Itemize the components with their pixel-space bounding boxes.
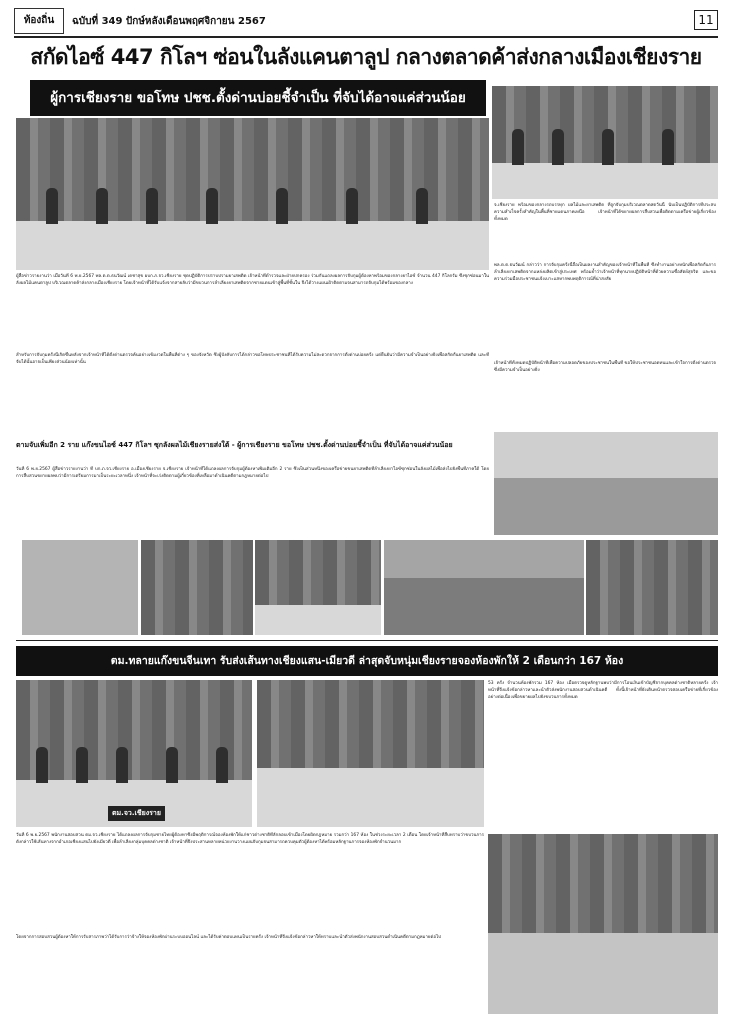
- story1-photo-infographic: [22, 540, 138, 635]
- story1-body-1: ผู้สื่อข่าวรายงานว่า เมื่อวันที่ 6 พ.ย.2567 พล.ต.ต.ธนวัฒน์ เดชาสุข ผบก.ภ.จว.เชียงราย ชุดปฏิบัติการปราบปรามยาเสพติด เจ้าหน้าที่ตำรวจและฝ่ายปกครอง ร่วมกันแถลงผลการจับกุมผู้ต้องหาพร้อมของกลางยาไอซ์ จำนวน 447 กิโลกรัม ซึ่งซุกซ่อนมาในลังผลไม้แคนตาลูป บริเวณตลาดค้าส่งกลางเมืองเชียงราย โดยเจ้าหน้าที่ได้รับแจ้งจากสายลับว่ามีขบวนการลำเลียงยาเสพติดจากชายแดนเข้าสู่พื้นที่ชั้นใน จึงได้วางแผนเฝ้าติดตามจนสามารถจับกุมได้พร้อมของกลาง: [16, 274, 489, 287]
- story1-photo-drugs: [494, 432, 718, 535]
- story2-photo-suspect: [488, 834, 718, 1014]
- issue-line: ฉบับที่ 349 ปักษ์หลังเดือนพฤศจิกายน 2567: [72, 16, 266, 27]
- story1-quote: เจ้าหน้าที่ทั้งหมดปฏิบัติหน้าที่เพื่อความปลอดภัยของประชาชนในพื้นที่ ขอให้ประชาชนอดทนและเข้าใจการตั้งด่านตรวจซึ่งมีความจำเป็นอย่างยิ่ง: [494, 361, 716, 374]
- story2-body-2: โดยจากการสอบสวนผู้ต้องหาให้การรับสารภาพว่าได้รับการว่าจ้างให้จองห้องพักผ่านระบบออนไลน์ และได้รับค่าตอบแทนเป็นรายครั้ง เจ้าหน้าที่จึงแจ้งข้อกล่าวหาให้ทราบและนำตัวส่งพนักงานสอบสวนดำเนินคดีตามกฎหมายต่อไป: [16, 935, 441, 940]
- story2-photo-interview: [257, 680, 484, 827]
- story1-body-3: วันที่ 6 พ.ย.2567 ผู้สื่อข่าวรายงานว่า ที่ บก.ภ.จว.เชียงราย อ.เมืองเชียงราย จ.เชียงราย เจ้าหน้าที่ได้แถลงผลการจับกุมผู้ต้องหาเพิ่มเติมอีก 2 ราย ซึ่งเป็นส่วนหนึ่งของเครือข่ายขนยาเสพติดที่ลำเลียงยาไอซ์ซุกซ่อนในลังผลไม้เพื่อส่งไปยังพื้นที่ภาคใต้ โดยการสืบสวนขยายผลพบว่ามีการเตรียมการมาเป็นระยะเวลาหนึ่ง เจ้าหน้าที่จะเร่งติดตามผู้เกี่ยวข้องที่เหลือมาดำเนินคดีตามกฎหมายต่อไป: [16, 467, 489, 480]
- section-divider: [16, 640, 718, 641]
- story1-photo-officers: [586, 540, 718, 635]
- story1-photo-right-top: [492, 86, 718, 199]
- story1-photo-goods: [384, 540, 584, 635]
- story1-subhead: ตามจับเพิ่มอีก 2 ราย แก๊งขนไอซ์ 447 กิโลฯ ซุกลังผลไม้เชียงรายส่งใต้ - ผู้การเชียงราย ขอโทษ ปชช.ตั้งด่านบ่อยชี้จำเป็น ที่จับได้อาจแค่ส่วนน้อย: [16, 441, 453, 449]
- main-headline: สกัดไอซ์ 447 กิโลฯ ซ่อนในลังแคนตาลูป กลางตลาดค้าส่งกลางเมืองเชียงราย: [30, 45, 702, 69]
- story2-body: วันที่ 6 พ.ย.2567 พนักงานสอบสวน ตม.จว.เชียงราย ได้แถลงผลการจับกุมชายไทยผู้ต้องหาซึ่งมีพฤติการณ์จองห้องพักให้แก่ชาวต่างชาติที่ลักลอบเข้าเมืองโดยผิดกฎหมาย รวมกว่า 167 ห้อง ในช่วงระยะเวลา 2 เดือน โดยเจ้าหน้าที่สืบทราบว่าขบวนการดังกล่าวใช้เส้นทางจากอำเภอเชียงแสนไปยังเมียวดี เพื่อลำเลียงกลุ่มบุคคลต่างชาติ เจ้าหน้าที่จึงประสานหลายหน่วยงานวางแผนจับกุมจนสามารถควบคุมตัวผู้ต้องหาได้พร้อมหลักฐานการจองห้องพักจำนวนมาก: [16, 833, 484, 846]
- story1-photo-suspects: [255, 540, 381, 635]
- story2-banner: ตม.ทลายแก๊งขนจีนเทา รับส่งเส้นทางเชียงแสน-เมียวดี ล่าสุดจับหนุ่มเชียงรายจองห้องพักให้ 2 เดือนกว่า 167 ห้อง: [16, 646, 718, 676]
- story2-photo-group: [16, 680, 252, 827]
- page-number: 11: [694, 10, 718, 30]
- story1-photo-arrest: [141, 540, 253, 635]
- page-header: [14, 6, 718, 38]
- story1-body-2: สำหรับการจับกุมครั้งนี้เกิดขึ้นหลังจากเจ้าหน้าที่ได้ตั้งด่านตรวจค้นอย่างเข้มงวดในพื้นที่ต่าง ๆ ของจังหวัด ซึ่งผู้บังคับการได้กล่าวขอโทษประชาชนที่ได้รับความไม่สะดวกจากการตั้งด่านบ่อยครั้ง แต่ยืนยันว่ามีความจำเป็นอย่างยิ่งเพื่อสกัดกั้นยาเสพติด และที่จับได้นั้นอาจเป็นเพียงส่วนน้อยเท่านั้น: [16, 353, 489, 366]
- story1-photo-main: [16, 118, 489, 270]
- story2-right-text: 53 ครั้ง จำนวนห้องพักรวม 167 ห้อง เมื่อตรวจดูหลักฐานพบว่ามีการโอนเงินเข้าบัญชีจากบุคคลต่างชาติหลายครั้ง เจ้าหน้าที่จึงแจ้งข้อกล่าวหาและนำตัวส่งพนักงานสอบสวนดำเนินคดี ทั้งนี้เจ้าหน้าที่ยังเดินหน้าตรวจสอบเครือข่ายที่เกี่ยวข้องอย่างต่อเนื่องเพื่อขยายผลไปยังขบวนการทั้งหมด: [488, 681, 718, 701]
- story1-side-text: จ.เชียงราย พร้อมของกลางรถบรรทุก ผลไม้และยาเสพติด ที่ถูกจับกุมบริเวณตลาดสดวันนี้ นับเป็นปฏิบัติการที่ประสบความสำเร็จครั้งสำคัญในพื้นที่ชายแดนภาคเหนือ เจ้าหน้าที่ได้ขยายผลการสืบสวนเพื่อติดตามเครือข่ายผู้เกี่ยวข้องทั้งหมด: [494, 203, 716, 223]
- newspaper-logo: ท้องถิ่น: [14, 8, 64, 34]
- story2-sign: ตม.จว.เชียงราย: [108, 806, 165, 821]
- story1-right-text: พล.ต.ต.ธนวัฒน์ กล่าวว่า การจับกุมครั้งนี้ถือเป็นผลงานสำคัญของเจ้าหน้าที่ในพื้นที่ ซึ่งทำงานอย่างหนักเพื่อสกัดกั้นการลำเลียงยาเสพติดจากแหล่งผลิตเข้าสู่ประเทศ พร้อมย้ำว่าเจ้าหน้าที่ทุกนายปฏิบัติหน้าที่ด้วยความซื่อสัตย์สุจริต และขอความร่วมมือประชาชนแจ้งเบาะแสหากพบพฤติการณ์ที่น่าสงสัย: [494, 263, 716, 283]
- story1-banner: ผู้การเชียงราย ขอโทษ ปชช.ตั้งด่านบ่อยชี้จำเป็น ที่จับได้อาจแค่ส่วนน้อย: [30, 80, 486, 116]
